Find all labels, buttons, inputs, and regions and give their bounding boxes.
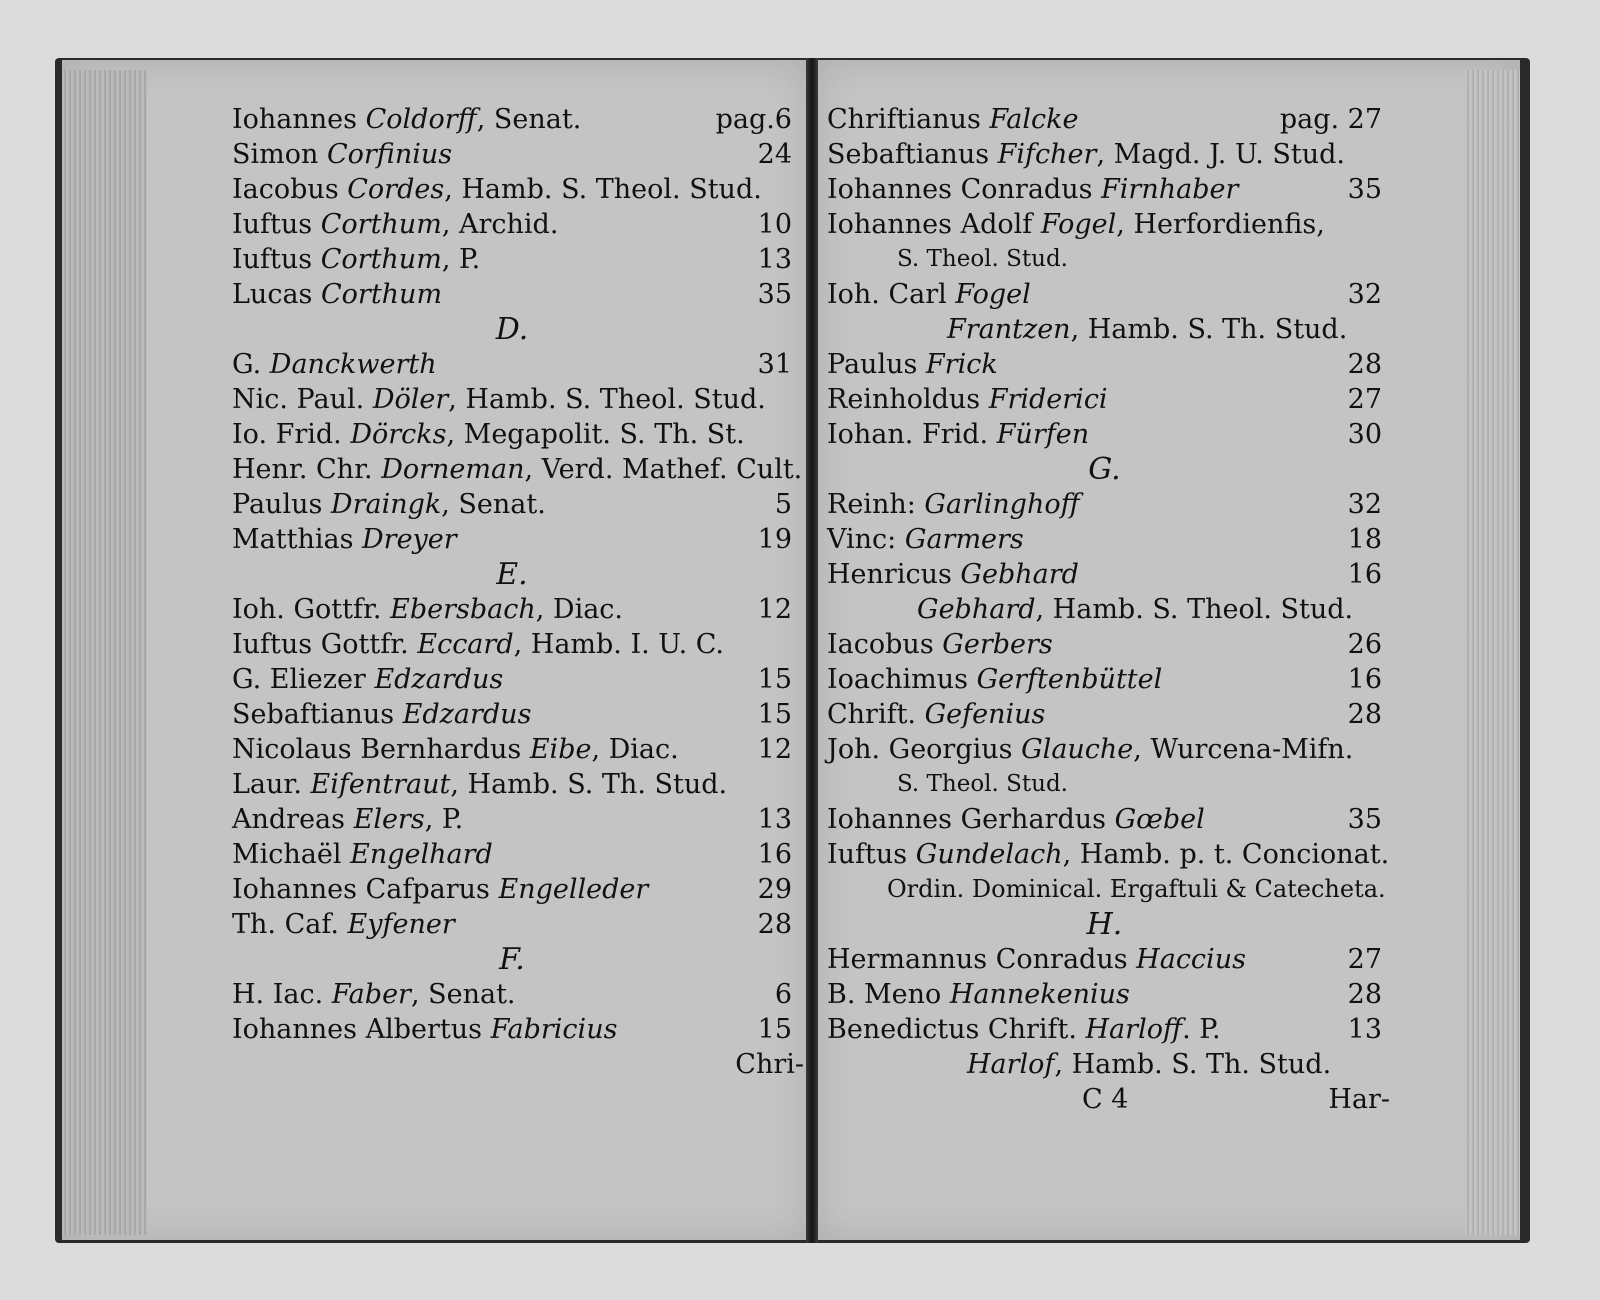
- page-number: 12: [757, 734, 792, 765]
- note: , Magd. J. U. Stud.: [1096, 139, 1346, 170]
- entry-name: [232, 592, 623, 627]
- right-index-column: [827, 102, 1390, 1117]
- note: , Verd. Mathef. Cult.: [524, 454, 803, 485]
- page-number: 27: [1347, 384, 1382, 415]
- surname: Gundelach: [915, 839, 1063, 870]
- surname: Eccard: [417, 629, 514, 660]
- note: , P.: [424, 804, 464, 835]
- page-number: 16: [1347, 559, 1382, 590]
- page-footer: [232, 1047, 804, 1082]
- note: , Hamb. S. Theol. Stud.: [1035, 594, 1354, 625]
- given-name: Hermannus Conradus: [827, 944, 1128, 975]
- page-number: 12: [757, 594, 792, 625]
- page-number: 10: [757, 209, 792, 240]
- entry-name: [232, 977, 516, 1012]
- entry-name: [827, 837, 1389, 872]
- surname: Danckwerth: [269, 349, 437, 380]
- index-entry: [232, 242, 792, 277]
- note: , Hamb. S. Th. Stud.: [450, 769, 728, 800]
- entry-name: [827, 137, 1345, 172]
- page-number: 28: [1347, 699, 1382, 730]
- note: . P.: [1182, 1014, 1221, 1045]
- index-entry: [827, 347, 1382, 382]
- index-entry: [232, 872, 792, 907]
- note: , Hamb. S. Theol. Stud.: [444, 174, 762, 205]
- entry-name: [827, 732, 1353, 767]
- index-entry: [232, 382, 792, 417]
- given-name: Paulus: [232, 489, 323, 520]
- given-name: Iohannes Adolf: [827, 209, 1033, 240]
- surname: Draingk: [330, 489, 442, 520]
- page-number: 15: [757, 1014, 792, 1045]
- given-name: Michaël: [232, 839, 342, 870]
- right-page-edges: [1465, 70, 1520, 1235]
- index-entry: [232, 102, 792, 137]
- entry-name: [827, 417, 1089, 452]
- note: , Megapolit. S. Th. St.: [446, 419, 745, 450]
- given-name: Andreas: [232, 804, 346, 835]
- entry-name: [232, 382, 766, 417]
- given-name: Iohannes Cafparus: [232, 874, 490, 905]
- entry-name: [827, 347, 998, 382]
- index-entry: [827, 697, 1382, 732]
- note: , Archid.: [441, 209, 559, 240]
- index-entry: [232, 137, 792, 172]
- index-entry: [827, 732, 1382, 767]
- catchword: Har-: [1328, 1084, 1390, 1115]
- index-entry: [827, 977, 1382, 1012]
- page-number: 13: [1347, 1014, 1382, 1045]
- note: , P.: [441, 244, 481, 275]
- given-name: Reinh:: [827, 489, 916, 520]
- page-number: 26: [1347, 629, 1382, 660]
- entry-name: [232, 662, 503, 697]
- surname: Edzardus: [374, 664, 504, 695]
- page-footer: [827, 1082, 1390, 1117]
- entry-name: [232, 102, 581, 137]
- surname: Corthum: [320, 244, 442, 275]
- given-name: B. Meno: [827, 979, 942, 1010]
- index-entry: [827, 557, 1382, 592]
- index-entry: [827, 207, 1382, 242]
- given-name: Ioh. Gottfr.: [232, 594, 382, 625]
- entry-continuation: [827, 312, 1382, 347]
- entry-name: [827, 942, 1246, 977]
- entry-name: [827, 697, 1045, 732]
- surname: Elers: [353, 804, 425, 835]
- note: , Hamb. S. Theol. Stud.: [448, 384, 766, 415]
- given-name: Iohannes Conradus: [827, 174, 1093, 205]
- entry-name: [232, 697, 531, 732]
- given-name: Iohannes Albertus: [232, 1014, 483, 1045]
- index-entry: [232, 802, 792, 837]
- entry-name: [827, 802, 1205, 837]
- given-name: Laur.: [232, 769, 302, 800]
- note: , Hamb. I. U. C.: [513, 629, 725, 660]
- given-name: Matthias: [232, 524, 354, 555]
- note: , Hamb. S. Th. Stud.: [1054, 1049, 1332, 1080]
- index-entry: [232, 977, 792, 1012]
- given-name: Benedictus Chrift.: [827, 1014, 1077, 1045]
- surname: Haccius: [1136, 944, 1246, 975]
- index-entry: [232, 732, 792, 767]
- index-entry: [232, 697, 792, 732]
- entry-name: [827, 522, 1024, 557]
- given-name: H. Iac.: [232, 979, 324, 1010]
- page-number: 30: [1347, 419, 1382, 450]
- given-name: Joh. Georgius: [827, 734, 1013, 765]
- entry-name: [827, 977, 1130, 1012]
- surname: Corthum: [320, 209, 442, 240]
- page-number: pag.6: [715, 104, 792, 135]
- section-letter: E.: [496, 557, 528, 592]
- left-page-edges: [62, 70, 147, 1235]
- index-entry: [827, 137, 1382, 172]
- entry-name: [232, 417, 745, 452]
- continuation-text: S. Theol. Stud.: [897, 246, 1068, 272]
- surname: Fifcher: [997, 139, 1097, 170]
- entry-name: [232, 487, 546, 522]
- page-number: 27: [1347, 944, 1382, 975]
- section-letter: H.: [1086, 907, 1123, 942]
- given-name: Henricus: [827, 559, 952, 590]
- surname: Harloff: [1085, 1014, 1183, 1045]
- surname: Frick: [925, 349, 998, 380]
- index-entry: [232, 452, 803, 487]
- given-name: Nic. Paul.: [232, 384, 365, 415]
- page-number: 16: [757, 839, 792, 870]
- given-name: Sebaftianus: [827, 139, 990, 170]
- surname: Edzardus: [402, 699, 532, 730]
- entry-name: [232, 732, 679, 767]
- given-name: Iacobus: [827, 629, 934, 660]
- page-number: 13: [757, 244, 792, 275]
- index-entry: [827, 1012, 1382, 1047]
- surname: Friderici: [988, 384, 1108, 415]
- index-entry: [232, 347, 792, 382]
- index-entry: [232, 522, 792, 557]
- surname: Ebersbach: [390, 594, 536, 625]
- surname: Gœbel: [1114, 804, 1205, 835]
- entry-name: [827, 102, 1079, 137]
- index-entry: [827, 382, 1382, 417]
- entry-name: [232, 522, 457, 557]
- surname: Dörcks: [350, 419, 447, 450]
- entry-name: [827, 662, 1162, 697]
- section-letter: D.: [495, 312, 529, 347]
- index-entry: [827, 417, 1382, 452]
- surname: Corthum: [321, 279, 443, 310]
- entry-name: [232, 907, 455, 942]
- entry-name: [232, 137, 452, 172]
- surname: Gefenius: [924, 699, 1046, 730]
- signature-mark: C 4: [1082, 1084, 1129, 1115]
- page-number: 35: [757, 279, 792, 310]
- page-number: 28: [1347, 979, 1382, 1010]
- catchword: Chri-: [735, 1049, 804, 1080]
- note: , Hamb. p. t. Concionat.: [1062, 839, 1390, 870]
- entry-name: [827, 172, 1238, 207]
- index-entry: [232, 837, 792, 872]
- entry-name: [232, 767, 727, 802]
- given-name: Nicolaus Bernhardus: [232, 734, 522, 765]
- entry-name: [232, 1012, 617, 1047]
- page-number: 32: [1347, 279, 1382, 310]
- entry-continuation: [827, 592, 1382, 627]
- book-gutter: [806, 58, 818, 1243]
- surname: Fabricius: [490, 1014, 618, 1045]
- page-number: 13: [757, 804, 792, 835]
- index-entry: [827, 942, 1382, 977]
- entry-name: [232, 837, 493, 872]
- given-name: Paulus: [827, 349, 918, 380]
- surname: Dreyer: [362, 524, 457, 555]
- index-entry: [827, 102, 1382, 137]
- given-name: Iacobus: [232, 174, 339, 205]
- entry-name: [232, 207, 558, 242]
- note: , Senat.: [441, 489, 546, 520]
- page-number: 18: [1347, 524, 1382, 555]
- index-entry: [827, 662, 1382, 697]
- entry-continuation: [827, 872, 1386, 907]
- page-number: 24: [757, 139, 792, 170]
- entry-name: [232, 242, 480, 277]
- given-name: Iohan. Frid.: [827, 419, 989, 450]
- given-name: Iuftus Gottfr.: [232, 629, 409, 660]
- surname: Cordes: [347, 174, 445, 205]
- surname: Fürfen: [996, 419, 1090, 450]
- entry-name: [232, 277, 442, 312]
- given-name: Ioachimus: [827, 664, 969, 695]
- given-name: Lucas: [232, 279, 313, 310]
- surname: Frantzen: [947, 314, 1071, 345]
- entry-continuation: [827, 767, 1382, 802]
- given-name: Iohannes Gerhardus: [827, 804, 1106, 835]
- surname: Gerbers: [942, 629, 1053, 660]
- entry-name: [827, 1012, 1221, 1047]
- note: , Senat.: [410, 979, 516, 1010]
- page-number: 28: [1347, 349, 1382, 380]
- index-entry: [232, 627, 792, 662]
- page-number: 32: [1347, 489, 1382, 520]
- surname: Harlof: [967, 1049, 1055, 1080]
- index-entry: [232, 1012, 792, 1047]
- continuation-text: [947, 312, 1347, 347]
- index-entry: [232, 592, 792, 627]
- entry-name: [827, 207, 1325, 242]
- surname: Fogel: [955, 279, 1031, 310]
- given-name: G. Eliezer: [232, 664, 366, 695]
- given-name: Iuftus: [232, 209, 313, 240]
- index-entry: [827, 522, 1382, 557]
- given-name: Th. Caf.: [232, 909, 339, 940]
- given-name: Simon: [232, 139, 319, 170]
- page-number: 15: [757, 699, 792, 730]
- page-number: 5: [774, 489, 792, 520]
- entry-name: [827, 277, 1031, 312]
- page-number: 16: [1347, 664, 1382, 695]
- index-entry: [232, 417, 792, 452]
- given-name: Reinholdus: [827, 384, 981, 415]
- note: , Hamb. S. Th. Stud.: [1070, 314, 1348, 345]
- page-number: 35: [1347, 174, 1382, 205]
- note: , Senat.: [476, 104, 582, 135]
- page-number: pag. 27: [1279, 104, 1382, 135]
- given-name: Sebaftianus: [232, 699, 395, 730]
- index-entry: [232, 662, 792, 697]
- surname: Garlinghoff: [924, 489, 1080, 520]
- surname: Corfinius: [326, 139, 453, 170]
- surname: Eibe: [529, 734, 592, 765]
- continuation-text: S. Theol. Stud.: [897, 771, 1068, 797]
- index-entry: [827, 172, 1382, 207]
- continuation-text: [917, 592, 1353, 627]
- surname: Fogel: [1040, 209, 1117, 240]
- page-number: 15: [757, 664, 792, 695]
- given-name: Vinc:: [827, 524, 897, 555]
- index-entry: [232, 487, 792, 522]
- entry-name: [827, 382, 1108, 417]
- index-entry: [232, 767, 792, 802]
- given-name: Iuftus: [232, 244, 313, 275]
- index-entry: [827, 627, 1382, 662]
- page-number: 35: [1347, 804, 1382, 835]
- given-name: Henr. Chr.: [232, 454, 373, 485]
- surname: Engelhard: [350, 839, 493, 870]
- surname: Engelleder: [498, 874, 649, 905]
- surname: Gebhard: [960, 559, 1079, 590]
- surname: Faber: [331, 979, 411, 1010]
- index-entry: [827, 837, 1390, 872]
- section-letter: G.: [1088, 452, 1121, 487]
- surname: Coldorff: [365, 104, 477, 135]
- surname: Eifentraut: [310, 769, 451, 800]
- given-name: Iuftus: [827, 839, 908, 870]
- surname: Gebhard: [917, 594, 1036, 625]
- given-name: Chrift.: [827, 699, 917, 730]
- surname: Falcke: [989, 104, 1079, 135]
- index-entry: [232, 277, 792, 312]
- page-number: 28: [757, 909, 792, 940]
- entry-name: [827, 557, 1079, 592]
- page-number: 19: [757, 524, 792, 555]
- given-name: Chriftianus: [827, 104, 981, 135]
- note: , Herfordienfis,: [1116, 209, 1325, 240]
- given-name: Ioh. Carl: [827, 279, 947, 310]
- index-entry: [827, 277, 1382, 312]
- entry-name: [232, 872, 648, 907]
- continuation-text: Ordin. Dominical. Ergaftuli & Catecheta.: [887, 875, 1386, 903]
- surname: Dorneman: [381, 454, 525, 485]
- entry-name: [827, 627, 1053, 662]
- entry-name: [232, 452, 802, 487]
- section-letter: F.: [499, 942, 525, 977]
- left-index-column: [232, 102, 804, 1082]
- page-number: 31: [757, 349, 792, 380]
- surname: Döler: [372, 384, 449, 415]
- entry-name: [232, 802, 463, 837]
- entry-continuation: [827, 242, 1382, 277]
- entry-name: [232, 172, 762, 207]
- index-entry: [232, 207, 792, 242]
- index-entry: [232, 907, 792, 942]
- page-number: 6: [774, 979, 792, 1010]
- continuation-text: [967, 1047, 1331, 1082]
- surname: Garmers: [904, 524, 1024, 555]
- surname: Eyfener: [347, 909, 455, 940]
- surname: Glauche: [1021, 734, 1134, 765]
- note: , Wurcena-Mifn.: [1133, 734, 1354, 765]
- surname: Hannekenius: [949, 979, 1130, 1010]
- index-entry: [827, 802, 1382, 837]
- index-entry: [827, 487, 1382, 522]
- note: , Diac.: [535, 594, 623, 625]
- entry-name: [232, 347, 437, 382]
- given-name: Io. Frid.: [232, 419, 342, 450]
- entry-name: [827, 487, 1080, 522]
- entry-name: [232, 627, 724, 662]
- given-name: G.: [232, 349, 262, 380]
- surname: Firnhaber: [1101, 174, 1239, 205]
- note: , Diac.: [591, 734, 679, 765]
- given-name: Iohannes: [232, 104, 358, 135]
- index-entry: [232, 172, 792, 207]
- surname: Gerftenbüttel: [976, 664, 1163, 695]
- entry-continuation: [827, 1047, 1382, 1082]
- page-number: 29: [757, 874, 792, 905]
